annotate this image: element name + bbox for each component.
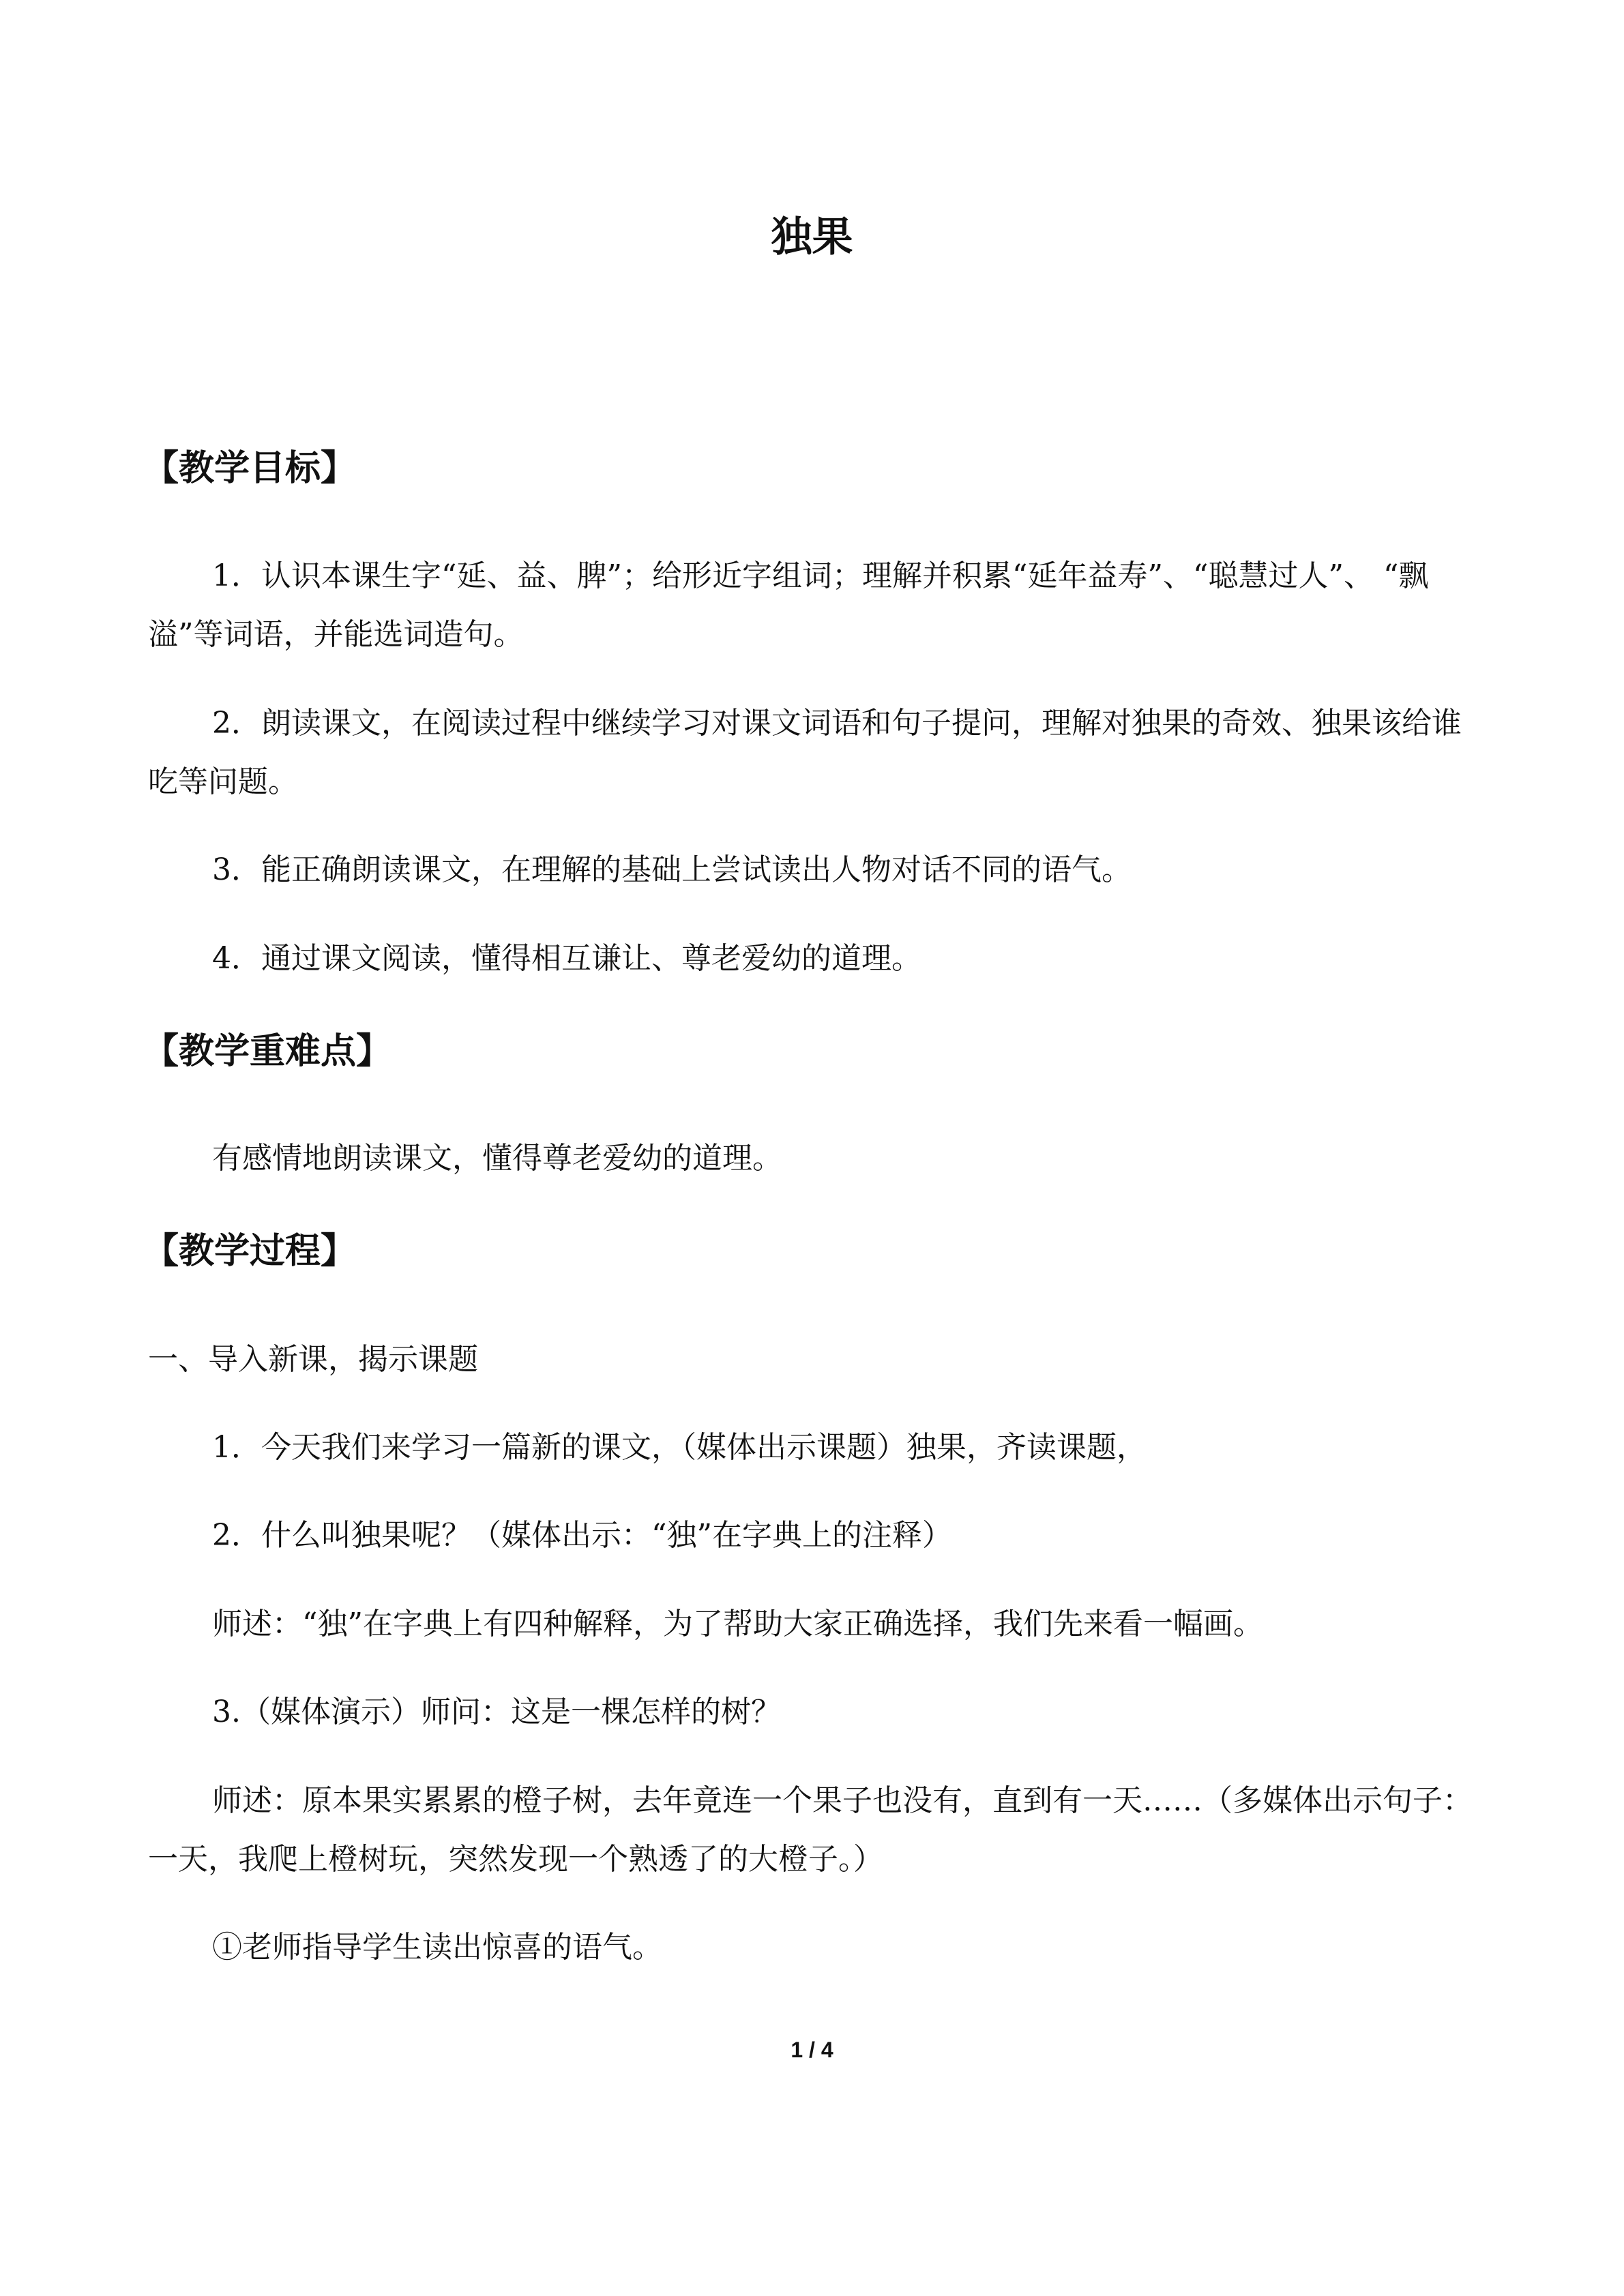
process-paragraph-1: 1．今天我们来学习一篇新的课文，（媒体出示课题）独果，齐读课题， <box>212 1430 1147 1465</box>
process-paragraph-3: 师述：“独”在字典上有四种解释，为了帮助大家正确选择，我们先来看一幅画。 <box>212 1607 1263 1641</box>
objective-item-2: 2．朗读课文，在阅读过程中继续学习对课文词语和句子提问，理解对独果的奇效、独果该给谁吃等问题。 <box>148 706 1462 799</box>
objectives-heading: 【教学目标】 <box>143 448 357 489</box>
objective-item-1: 1．认识本课生字“延、益、脾”；给形近字组词；理解并积累“延年益寿”、“聪慧过人”、 “飘溢”等词语，并能选词造句。 <box>148 558 1429 652</box>
process-paragraph-6: ①老师指导学生读出惊喜的语气。 <box>212 1930 662 1965</box>
key-points-text: 有感情地朗读课文，懂得尊老爱幼的道理。 <box>212 1141 782 1176</box>
process-paragraph-4: 3.（媒体演示）师问：这是一棵怎样的树？ <box>212 1695 781 1729</box>
page-number: 1 / 4 <box>791 2038 833 2062</box>
process-heading: 【教学过程】 <box>143 1231 357 1272</box>
process-paragraph-2: 2．什么叫独果呢？（媒体出示：“独”在字典上的注释） <box>212 1518 952 1553</box>
objective-item-4: 4．通过课文阅读，懂得相互谦让、尊老爱幼的道理。 <box>212 941 921 976</box>
objective-item-3: 3．能正确朗读课文，在理解的基础上尝试读出人物对话不同的语气。 <box>212 852 1132 887</box>
key-points-heading: 【教学重难点】 <box>143 1031 392 1072</box>
page-title: 独果 <box>771 213 853 261</box>
process-paragraph-5: 师述：原本果实累累的橙子树，去年竟连一个果子也没有，直到有一天……（多媒体出示句子：一天，我爬上橙树玩，突然发现一个熟透了的大橙子。） <box>148 1783 1473 1877</box>
process-step-title: 一、导入新课，揭示课题 <box>148 1342 478 1377</box>
